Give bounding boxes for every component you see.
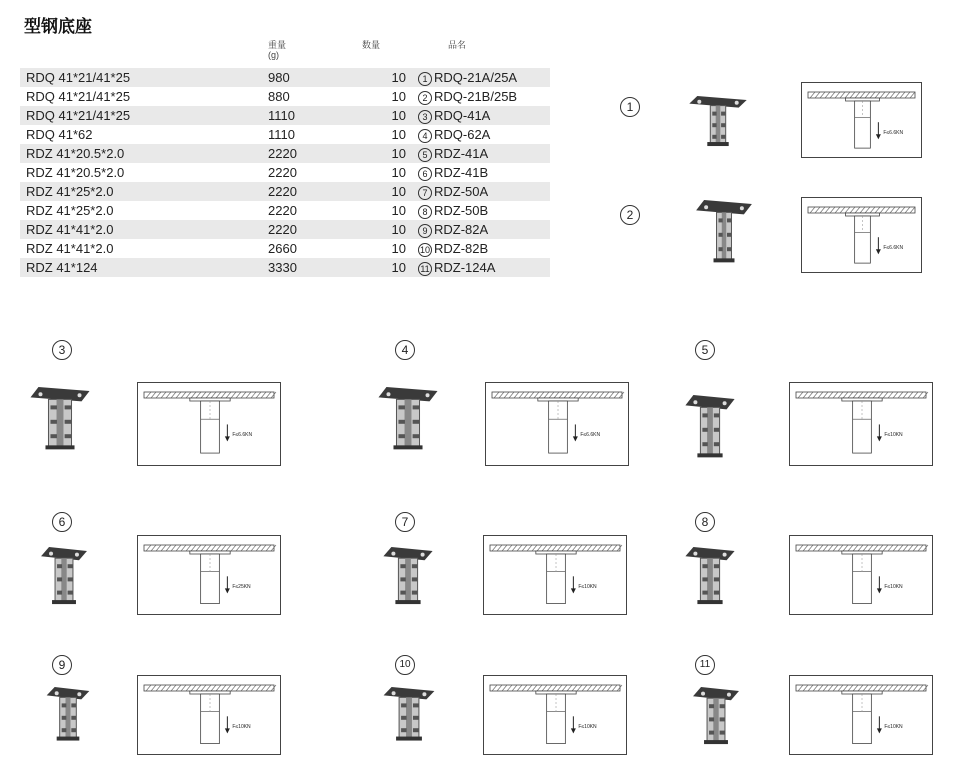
load-label: F≤10KN [232,724,251,731]
table-row [20,87,550,106]
quantity-cell: 10 [356,220,414,239]
item-number-marker: 11 [695,655,715,675]
installation-diagram [137,382,281,466]
installation-diagram [137,675,281,755]
weight-cell: 1110 [268,106,356,125]
model-cell: RDQ 41*21/41*25 [20,106,268,125]
load-label: F≤10KN [884,432,903,439]
item-number-marker: 8 [695,512,715,532]
item-number-marker: 9 [52,655,72,675]
weight-cell: 2220 [268,203,297,218]
installation-diagram [483,675,627,755]
item-number-badge: 9 [418,224,432,238]
item-number-marker: 6 [52,512,72,532]
quantity-cell: 10 [391,203,406,218]
table-row [20,182,550,201]
base-bracket-illustration [378,545,438,611]
load-label: F≤10KN [578,584,597,591]
item-number-marker: 10 [395,655,415,675]
weight-cell: 2220 [268,220,356,239]
table-row [20,125,550,144]
weight-cell: 2220 [268,165,297,180]
table-row [20,144,550,163]
base-bracket-illustration [372,385,444,457]
quantity-cell: 10 [356,106,414,125]
model-cell: RDZ 41*41*2.0 [20,220,268,239]
model-cell: RDQ 41*21/41*25 [20,68,268,87]
load-label: F≤6.6KN [883,245,904,252]
name-cell [414,68,550,87]
weight-cell: 2220 [268,182,356,201]
base-bracket-illustration [378,685,440,747]
quantity-cell: 10 [391,89,406,104]
weight-cell: 2660 [268,241,297,256]
load-label: F≤10KN [578,724,597,731]
item-number-badge: 2 [418,91,432,105]
load-label: F≤10KN [884,724,903,731]
name-cell [414,182,550,201]
item-number-marker: 2 [620,205,640,225]
installation-diagram [485,382,629,466]
installation-diagram [789,675,933,755]
base-bracket-illustration [36,545,92,611]
name-cell [414,258,550,277]
table-row [20,163,550,182]
base-bracket-illustration [24,385,96,457]
product-name: RDQ-62A [434,126,491,142]
table-row [20,201,550,220]
item-number-badge: 8 [418,205,432,219]
name-cell [414,163,550,182]
page-title: 型钢底座 [24,17,92,37]
product-name: RDQ-21A/25A [434,69,518,85]
installation-diagram [789,382,933,466]
load-label: F≤10KN [884,584,903,591]
item-number-badge: 5 [418,148,432,162]
weight-cell: 980 [268,68,356,87]
weight-cell: 3330 [268,258,356,277]
product-name: RDQ-41A [434,107,491,123]
item-number-badge: 4 [418,129,432,143]
model-cell: RDZ 41*20.5*2.0 [20,144,268,163]
installation-diagram [137,535,281,615]
header-quantity: 数量 [362,40,381,50]
name-cell [414,125,550,144]
table-row [20,239,550,258]
product-name: RDZ-50A [434,183,489,199]
header-name: 品名 [448,40,467,50]
model-cell: RDZ 41*20.5*2.0 [26,165,125,180]
item-number-badge: 6 [418,167,432,181]
load-label: F≤6.6KN [580,432,601,439]
name-cell [414,106,550,125]
quantity-cell: 10 [356,258,414,277]
installation-diagram [801,197,922,273]
item-number-marker: 1 [620,97,640,117]
model-cell: RDZ 41*25*2.0 [26,203,114,218]
item-number-marker: 7 [395,512,415,532]
header-weight: 重量 (g) [268,40,287,60]
load-label: F≤25KN [232,584,251,591]
item-number-marker: 5 [695,340,715,360]
product-name: RDZ-41B [434,164,489,180]
base-bracket-illustration [680,545,740,611]
quantity-cell: 10 [391,127,406,142]
item-number-badge: 10 [419,244,430,255]
weight-cell: 1110 [268,127,295,142]
base-bracket-illustration [690,198,758,270]
quantity-cell: 10 [391,165,406,180]
name-cell [414,87,550,106]
base-bracket-illustration [42,685,94,747]
product-name: RDZ-124A [434,259,496,275]
model-cell: RDQ 41*21/41*25 [26,89,131,104]
model-cell: RDZ 41*25*2.0 [20,182,268,201]
item-number-marker: 4 [395,340,415,360]
load-label: F≤6.6KN [232,432,253,439]
quantity-cell: 10 [356,182,414,201]
item-number-badge: 3 [418,110,432,124]
product-name: RDZ-82B [434,240,489,256]
product-name: RDZ-50B [434,202,489,218]
item-number-marker: 3 [52,340,72,360]
name-cell [414,201,550,220]
item-number-badge: 1 [418,72,432,86]
base-bracket-illustration [683,94,753,152]
installation-diagram [483,535,627,615]
name-cell [414,144,550,163]
table-row [20,258,550,277]
weight-cell: 2220 [268,144,356,163]
model-cell: RDZ 41*124 [20,258,268,277]
quantity-cell: 10 [356,68,414,87]
table-row [20,106,550,125]
product-name: RDQ-21B/25B [434,88,518,104]
installation-diagram [801,82,922,158]
weight-cell: 880 [268,89,290,104]
base-bracket-illustration [688,685,744,751]
table-row [20,220,550,239]
base-bracket-illustration [680,393,740,465]
quantity-cell: 10 [391,241,406,256]
model-cell: RDQ 41*62 [26,127,93,142]
load-label: F≤6.6KN [883,130,904,137]
quantity-cell: 10 [356,144,414,163]
item-number-badge: 11 [418,262,432,276]
item-number-badge: 7 [418,186,432,200]
model-cell: RDZ 41*41*2.0 [26,241,114,256]
product-name: RDZ-41A [434,145,489,161]
installation-diagram [789,535,933,615]
table-row [20,68,550,87]
spec-table [20,68,550,277]
name-cell [414,239,550,258]
name-cell [414,220,550,239]
product-name: RDZ-82A [434,221,489,237]
